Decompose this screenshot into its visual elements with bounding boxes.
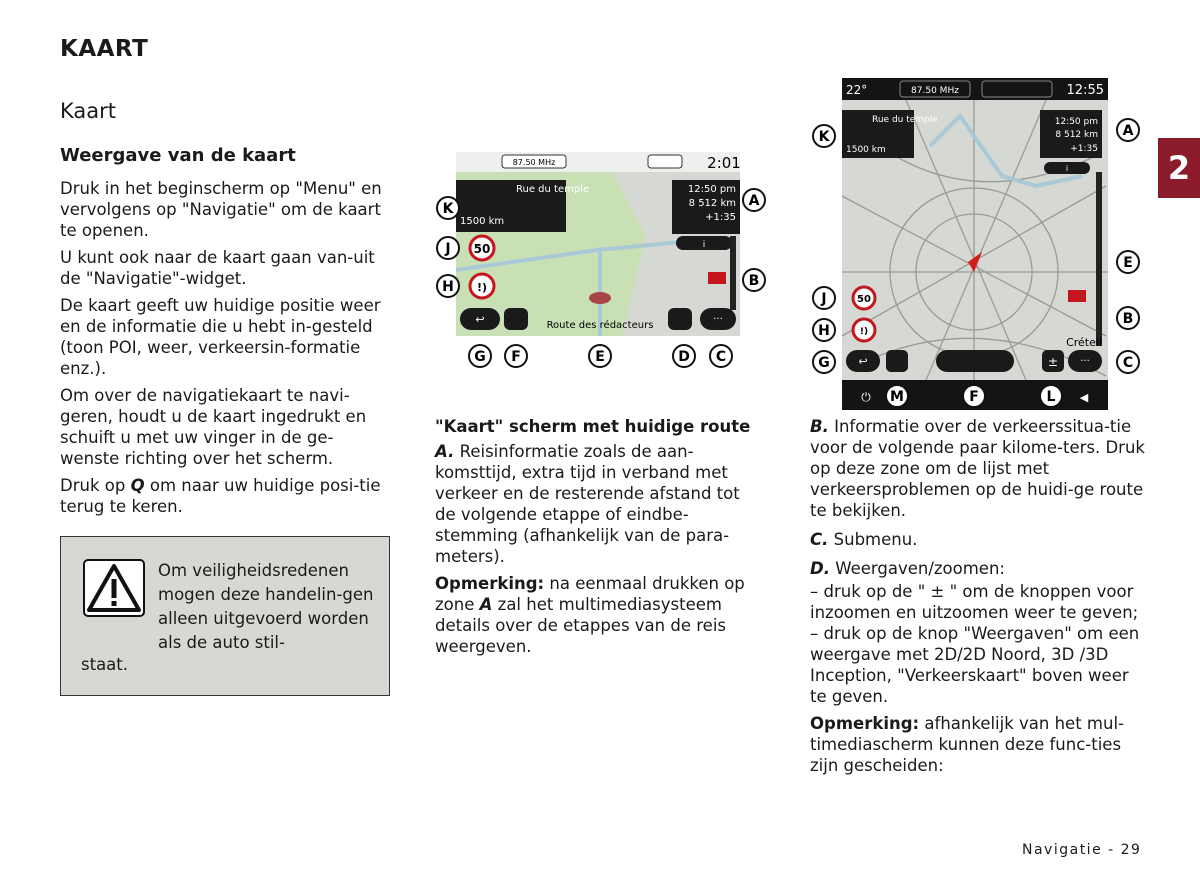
paragraph: De kaart geeft uw huidige positie weer en de informatie die u hebt in-gesteld (toon POI, weer, verkeersin-formatie enz.).: [60, 296, 381, 378]
note-text: afhankelijk van het mul-timediascherm kunnen deze func-ties zijn gescheiden:: [810, 714, 1124, 775]
warning-box: [60, 536, 390, 696]
map-screen-current-route: [432, 140, 772, 372]
callout-label: A: [748, 193, 760, 209]
map-screen-large: [806, 76, 1146, 412]
page-footer: Navigatie - 29: [1022, 842, 1142, 858]
remaining-distance: 8 512 km: [688, 198, 736, 209]
info-icon: i: [1065, 164, 1069, 173]
paragraph: Om over de navigatiekaart te navi-geren, houdt u de kaart ingedrukt en schuift u met uw vinger in de ge-wenste richting over het scherm.: [60, 386, 367, 468]
paragraph: Druk in het beginscherm op "Menu" en vervolgens op "Navigatie" om de kaart te openen.: [60, 179, 382, 240]
paragraph: [810, 558, 1145, 579]
delay: +1:35: [705, 212, 736, 223]
callout-label: B: [1122, 311, 1134, 327]
views-button[interactable]: [886, 350, 908, 372]
text: Druk op: [60, 476, 126, 495]
street-label: Route des rédacteurs: [546, 320, 654, 331]
clock: 12:55: [1066, 83, 1104, 98]
callout-label: D: [678, 349, 690, 365]
volume-icon: ◀: [1079, 391, 1089, 404]
item-label: B.: [810, 417, 829, 436]
note-label: Opmerking:: [810, 714, 920, 733]
item-text: Weergaven/zoomen:: [835, 559, 1005, 578]
item-label: A.: [435, 442, 455, 461]
delay: +1:35: [1070, 144, 1098, 154]
traffic-warning-icon: !): [859, 327, 869, 337]
paragraph: [435, 441, 765, 567]
clock: 2:01: [707, 154, 741, 172]
section-title: Kaart: [60, 99, 117, 123]
warning-text-tail: staat.: [81, 655, 129, 674]
callout-label: L: [1046, 389, 1056, 405]
callout-label: C: [715, 349, 727, 365]
callout-label: J: [821, 291, 827, 307]
callout-label: F: [511, 349, 521, 365]
note-label: Opmerking:: [435, 574, 545, 593]
back-icon: ↩: [475, 313, 485, 326]
eta: 12:50 pm: [1054, 117, 1098, 127]
street-name: Rue du temple: [516, 184, 590, 195]
callout-label: G: [474, 349, 486, 365]
note-text: na eenmaal drukken op zone: [435, 574, 745, 614]
paragraph: [810, 529, 1145, 550]
street-name: Rue du temple: [872, 115, 938, 125]
callout-label: B: [748, 273, 760, 289]
zoom-icon: ±: [1047, 355, 1059, 369]
callout-label: C: [1122, 355, 1134, 371]
item-text: Submenu.: [833, 530, 918, 549]
paragraph: [60, 475, 390, 517]
paragraph: U kunt ook naar de kaart gaan van-uit de "Navigatie"-widget.: [60, 248, 375, 288]
note-text: zal het multimediasysteem details over de etappes van de reis weergeven.: [435, 595, 726, 656]
more-icon: ···: [1080, 356, 1090, 367]
callout-label: J: [445, 241, 451, 257]
speed-limit: 50: [857, 294, 871, 305]
callout-label: E: [1123, 255, 1133, 271]
callout-label: H: [442, 279, 454, 295]
views-zoom-button[interactable]: [668, 308, 692, 330]
callout-label: A: [1122, 123, 1134, 139]
info-icon: i: [702, 240, 706, 250]
traffic-warning-icon: !): [476, 281, 488, 294]
position-icon: Q: [130, 476, 145, 495]
paragraph: [810, 416, 1145, 521]
warning-triangle-icon: [83, 559, 145, 617]
city-label: Créteil: [1066, 336, 1102, 349]
back-icon: ↩: [858, 355, 868, 368]
callout-label: F: [969, 389, 979, 405]
item-text: Informatie over de verkeerssitua-tie voor de volgende paar kilome-ters. Druk op deze zone om de lijst met verkeersproblemen op de huidi-ge route te bekijken.: [810, 417, 1145, 520]
middle-column: [435, 416, 765, 663]
caption-title: "Kaart" scherm met huidige route: [435, 417, 751, 436]
zone-label: A: [479, 595, 493, 614]
remaining-distance: 8 512 km: [1055, 130, 1098, 140]
speed-limit: 50: [473, 242, 491, 256]
list-item: – druk op de knop "Weergaven" om een weergave met 2D/2D Noord, 3D /3D Inception, "Verkeerskaart" boven weer te geven.: [810, 624, 1140, 706]
eta: 12:50 pm: [687, 184, 736, 195]
item-label: D.: [810, 559, 830, 578]
options-button[interactable]: [936, 350, 1014, 372]
callout-label: E: [595, 349, 605, 365]
radio-frequency: 87.50 MHz: [911, 86, 959, 96]
warning-text: Om veiligheidsredenen mogen deze handelin-gen alleen uitgevoerd worden als de auto stil-: [158, 561, 374, 652]
callout-label: H: [818, 323, 830, 339]
radio-frequency: 87.50 MHz: [512, 158, 556, 167]
callout-label: M: [890, 389, 904, 405]
power-icon: ⏻: [861, 390, 871, 404]
callout-label: K: [442, 201, 454, 217]
options-button[interactable]: [504, 308, 528, 330]
distance: 1500 km: [460, 216, 505, 227]
temperature: 22°: [846, 83, 868, 97]
page-heading: KAART: [60, 36, 149, 62]
sub-title: Weergave van de kaart: [60, 145, 296, 166]
paragraph: [810, 713, 1145, 776]
chapter-tab[interactable]: 2: [1158, 138, 1200, 198]
text: om naar uw huidige posi-tie terug te keren.: [60, 476, 381, 516]
item-text: Reisinformatie zoals de aan-komsttijd, extra tijd in verband met verkeer en de resterende afstand tot de volgende etappe of eindbe-stemming (afhankelijk van de para-meters).: [435, 442, 740, 566]
list-item: – druk op de " ± " om de knoppen voor inzoomen en uitzoomen weer te geven;: [810, 582, 1139, 622]
callout-label: G: [818, 355, 830, 371]
callout-label: K: [818, 129, 830, 145]
right-column: [810, 416, 1145, 782]
paragraph: [435, 573, 765, 657]
item-label: C.: [810, 530, 829, 549]
left-column: [60, 178, 390, 523]
distance: 1500 km: [846, 145, 886, 155]
more-icon: ···: [713, 314, 723, 325]
